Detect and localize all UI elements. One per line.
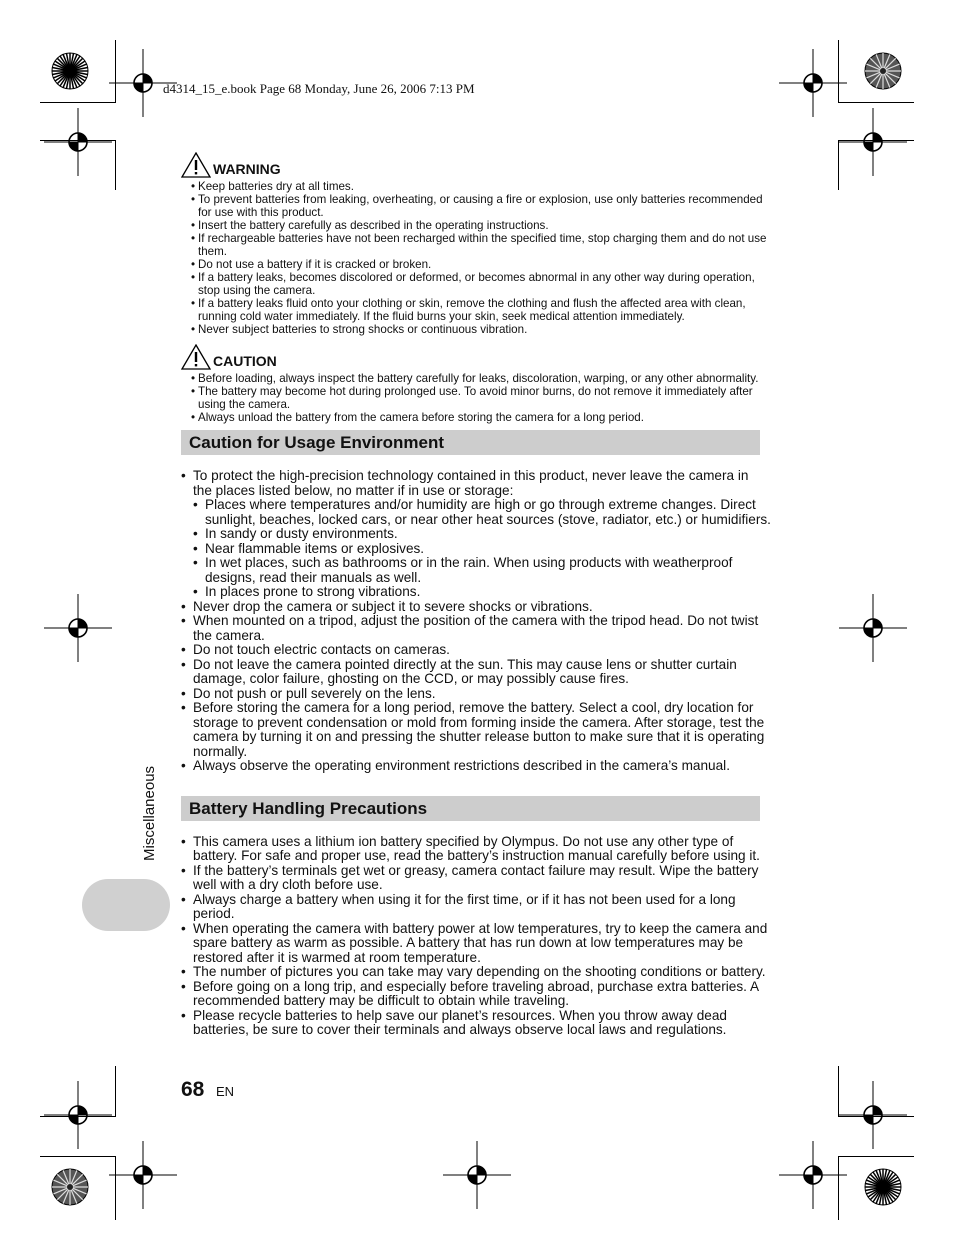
caution-triangle-icon (181, 344, 211, 370)
caution-title: CAUTION (213, 353, 277, 369)
list-item: • Do not touch electric contacts on cameras. (181, 643, 771, 658)
battery-handling-list (181, 835, 771, 1038)
warning-title: WARNING (213, 161, 281, 177)
list-item: • The battery may become hot during prolonged use. To avoid minor burns, do not remove it immediately after using the camera. (192, 385, 771, 411)
list-item: • Never subject batteries to strong shocks or continuous vibration. (192, 323, 771, 336)
list-item: • Do not push or pull severely on the lens. (181, 687, 771, 702)
list-item: • Before loading, always inspect the battery carefully for leaks, discoloration, warping, or any other abnormality. (192, 372, 771, 385)
list-item: • Never drop the camera or subject it to severe shocks or vibrations. (181, 600, 771, 615)
warning-triangle-icon (181, 152, 211, 178)
list-item: • Always unload the battery from the camera before storing the camera for a long period. (192, 411, 771, 424)
list-item: • In sandy or dusty environments. (193, 527, 771, 542)
list-item: • Do not leave the camera pointed directly at the sun. This may cause lens or shutter curtain damage, color failure, ghosting on the CCD, or may possibly cause fires. (181, 658, 771, 687)
list-item: • This camera uses a lithium ion battery specified by Olympus. Do not use any other type of battery. For safe and proper use, read the battery’s instruction manual carefully before using it. (181, 835, 771, 864)
section-tab (82, 879, 170, 931)
list-item: • If a battery leaks, becomes discolored or deformed, or becomes abnormal in any other way during operation, stop using the camera. (192, 271, 771, 297)
caution-list (192, 372, 771, 424)
warning-heading (181, 148, 771, 178)
list-item: • Insert the battery carefully as described in the operating instructions. (192, 219, 771, 232)
list-item: • Please recycle batteries to help save our planet’s resources. When you throw away dead batteries, be sure to cover their terminals and always observe local laws and regulations. (181, 1009, 771, 1038)
side-section-label: Miscellaneous (141, 765, 158, 861)
list-item: • If a battery leaks fluid onto your clothing or skin, remove the clothing and flush the affected area with clean, running cold water immediately. If the fluid burns your skin, seek medical attention immediately. (192, 297, 771, 323)
list-item: • Always charge a battery when using it for the first time, or if it has not been used for a long period. (181, 893, 771, 922)
page-language: EN (216, 1084, 235, 1099)
list-item: • Do not use a battery if it is cracked or broken. (192, 258, 771, 271)
warning-list (192, 180, 771, 336)
list-item: • When operating the camera with battery power at low temperatures, try to keep the camera and spare battery as warm as possible. A battery that has run down at low temperatures may be restored after it is warmed at room temperature. (181, 922, 771, 966)
list-item: • The number of pictures you can take may vary depending on the shooting conditions or battery. (181, 965, 771, 980)
battery-handling-heading: Battery Handling Precautions (181, 796, 760, 821)
list-item (181, 469, 771, 600)
usage-environment-heading: Caution for Usage Environment (181, 430, 760, 455)
list-item: • Near flammable items or explosives. (193, 542, 771, 557)
list-item: • Keep batteries dry at all times. (192, 180, 771, 193)
list-item: • Before storing the camera for a long period, remove the battery. Select a cool, dry location for storage to prevent condensation or mold from forming inside the camera. After storage, test the camera by turning it on and pressing the shutter release button to make sure that it is operating normally. (181, 701, 771, 759)
list-item: • If the battery’s terminals get wet or greasy, camera contact failure may result. Wipe the battery well with a dry cloth before use. (181, 864, 771, 893)
caution-heading (181, 340, 771, 370)
page-content (181, 148, 771, 1038)
list-item: • In wet places, such as bathrooms or in the rain. When using products with weatherproof designs, read their manuals as well. (193, 556, 771, 585)
list-item: • When mounted on a tripod, adjust the position of the camera with the tripod head. Do not twist the camera. (181, 614, 771, 643)
list-item: • Before going on a long trip, and especially before traveling abroad, purchase extra batteries. A recommended battery may be difficult to obtain while traveling. (181, 980, 771, 1009)
page-number: 68 (181, 1078, 205, 1101)
usage-intro-text: To protect the high-precision technology contained in this product, never leave the camera in the places listed below, no matter if in use or storage: (193, 468, 749, 498)
book-file-info: d4314_15_e.book Page 68 Monday, June 26, 2006 7:13 PM (163, 81, 475, 96)
places-list (193, 498, 771, 600)
list-item: • Places where temperatures and/or humidity are high or go through extreme changes. Direct sunlight, beaches, locked cars, or near other heat sources (stove, radiator, etc.) or humidifiers. (193, 498, 771, 527)
usage-environment-list (181, 469, 771, 774)
list-item: • If rechargeable batteries have not been recharged within the specified time, stop charging them and do not use them. (192, 232, 771, 258)
list-item: • To prevent batteries from leaking, overheating, or causing a fire or explosion, use only batteries recommended for use with this product. (192, 193, 771, 219)
list-item: • Always observe the operating environment restrictions described in the camera’s manual. (181, 759, 771, 774)
list-item: • In places prone to strong vibrations. (193, 585, 771, 600)
